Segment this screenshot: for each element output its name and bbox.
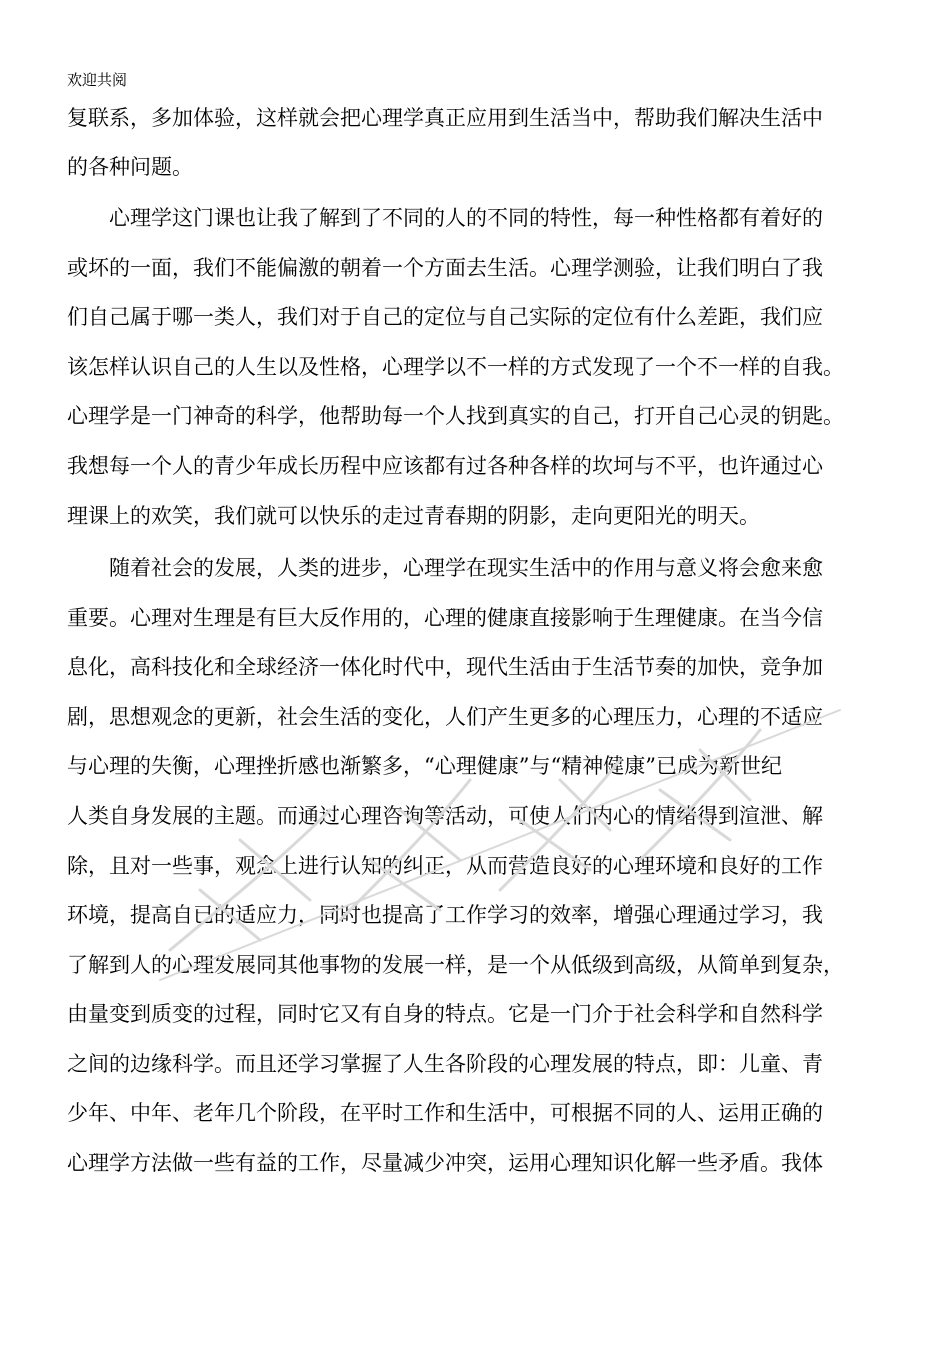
text-line: 少年、中年、老年几个阶段，在平时工作和生活中，可根据不同的人、运用正确的 bbox=[67, 1101, 823, 1125]
text-line: 或坏的一面，我们不能偏激的朝着一个方面去生活。心理学测验，让我们明白了我 bbox=[67, 256, 823, 280]
text-line: 了解到人的心理发展同其他事物的发展一样，是一个从低级到高级，从简单到复杂， bbox=[67, 953, 844, 977]
text-line: 我想每一个人的青少年成长历程中应该都有过各种各样的坎坷与不平，也许通过心 bbox=[67, 454, 823, 478]
text-line: 们自己属于哪一类人，我们对于自己的定位与自己实际的定位有什么差距，我们应 bbox=[67, 305, 823, 329]
text-line: 息化，高科技化和全球经济一体化时代中，现代生活由于生活节奏的加快，竞争加 bbox=[67, 655, 823, 679]
text-line: 的各种问题。 bbox=[67, 155, 193, 179]
text-line: 环境，提高自已的适应力，同时也提高了工作学习的效率，增强心理通过学习，我 bbox=[67, 903, 823, 927]
text-line: 心理学方法做一些有益的工作，尽量减少冲突，运用心理知识化解一些矛盾。我体 bbox=[67, 1151, 823, 1175]
text-line: 之间的边缘科学。而且还学习掌握了人生各阶段的心理发展的特点，即：儿童、青 bbox=[67, 1052, 823, 1076]
text-line: 由量变到质变的过程，同时它又有自身的特点。它是一门介于社会科学和自然科学 bbox=[67, 1002, 823, 1026]
text-line: 该怎样认识自己的人生以及性格，心理学以不一样的方式发现了一个不一样的自我。 bbox=[67, 355, 844, 379]
text-line: 剧，思想观念的更新，社会生活的变化，人们产生更多的心理压力，心理的不适应 bbox=[67, 705, 823, 729]
text-line: 心理学这门课也让我了解到了不同的人的不同的特性，每一种性格都有着好的 bbox=[67, 206, 823, 230]
text-line: 随着社会的发展，人类的进步，心理学在现实生活中的作用与意义将会愈来愈 bbox=[67, 556, 823, 580]
text-line: 心理学是一门神奇的科学，他帮助每一个人找到真实的自己，打开自己心灵的钥匙。 bbox=[67, 404, 844, 428]
text-line: 除，且对一些事，观念上进行认知的纠正，从而营造良好的心理环境和良好的工作 bbox=[67, 854, 823, 878]
text-line: 理课上的欢笑，我们就可以快乐的走过青春期的阴影，走向更阳光的明天。 bbox=[67, 504, 760, 528]
text-line: 重要。心理对生理是有巨大反作用的，心理的健康直接影响于生理健康。在当今信 bbox=[67, 606, 823, 630]
watermark-graphic bbox=[140, 690, 860, 990]
text-line: 与心理的失衡，心理挫折感也渐繁多，“心理健康”与“精神健康”已成为新世纪 bbox=[67, 754, 782, 778]
text-line: 人类自身发展的主题。而通过心理咨询等活动，可使人们内心的情绪得到渲泄、解 bbox=[67, 804, 823, 828]
text-line: 复联系，多加体验，这样就会把心理学真正应用到生活当中，帮助我们解决生活中 bbox=[67, 106, 823, 130]
page-header: 欢迎共阅 bbox=[67, 71, 128, 89]
